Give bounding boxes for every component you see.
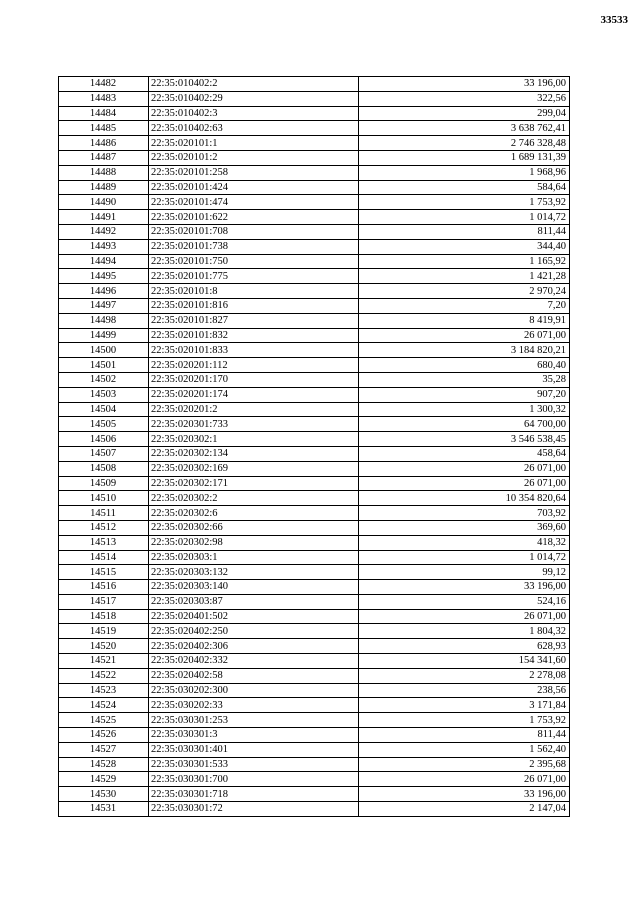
- row-number-cell: 14508: [59, 461, 149, 476]
- cadastral-value-cell: 1 165,92: [359, 254, 570, 269]
- row-number-cell: 14502: [59, 372, 149, 387]
- cadastral-number-cell: 22:35:020302:1: [149, 432, 359, 447]
- cadastral-number-cell: 22:35:020101:474: [149, 195, 359, 210]
- table-row: [59, 506, 570, 521]
- cadastral-number-cell: 22:35:030202:33: [149, 698, 359, 713]
- cadastral-number-cell: 22:35:030301:718: [149, 787, 359, 802]
- cadastral-number-cell: 22:35:020302:98: [149, 535, 359, 550]
- cadastral-value-cell: 369,60: [359, 520, 570, 535]
- cadastral-value-cell: 524,16: [359, 594, 570, 609]
- cadastral-value-cell: 299,04: [359, 106, 570, 121]
- cadastral-number-cell: 22:35:020302:2: [149, 491, 359, 506]
- table-row: [59, 609, 570, 624]
- row-number-cell: 14528: [59, 757, 149, 772]
- row-number-cell: 14505: [59, 417, 149, 432]
- row-number-cell: 14526: [59, 728, 149, 743]
- table-row: [59, 772, 570, 787]
- row-number-cell: 14491: [59, 210, 149, 225]
- table-row: [59, 343, 570, 358]
- cadastral-number-cell: 22:35:030301:253: [149, 713, 359, 728]
- table-row: [59, 683, 570, 698]
- row-number-cell: 14513: [59, 535, 149, 550]
- table-row: [59, 461, 570, 476]
- table-row: [59, 239, 570, 254]
- table-row: [59, 742, 570, 757]
- row-number-cell: 14501: [59, 358, 149, 373]
- cadastral-value-cell: 26 071,00: [359, 476, 570, 491]
- table-row: [59, 476, 570, 491]
- cadastral-value-cell: 3 546 538,45: [359, 432, 570, 447]
- cadastral-value-cell: 322,56: [359, 91, 570, 106]
- cadastral-value-cell: 680,40: [359, 358, 570, 373]
- table-row: [59, 787, 570, 802]
- cadastral-value-cell: 2 970,24: [359, 284, 570, 299]
- cadastral-number-cell: 22:35:020201:2: [149, 402, 359, 417]
- cadastral-value-cell: 33 196,00: [359, 77, 570, 92]
- table-row: [59, 565, 570, 580]
- table-row: [59, 639, 570, 654]
- cadastral-number-cell: 22:35:020101:775: [149, 269, 359, 284]
- row-number-cell: 14514: [59, 550, 149, 565]
- table-row: [59, 372, 570, 387]
- cadastral-number-cell: 22:35:030301:72: [149, 802, 359, 817]
- cadastral-value-cell: 3 184 820,21: [359, 343, 570, 358]
- cadastral-number-cell: 22:35:020303:140: [149, 580, 359, 595]
- row-number-cell: 14493: [59, 239, 149, 254]
- row-number-cell: 14484: [59, 106, 149, 121]
- table-body: [59, 77, 570, 817]
- table-row: [59, 313, 570, 328]
- cadastral-number-cell: 22:35:020302:169: [149, 461, 359, 476]
- cadastral-value-cell: 703,92: [359, 506, 570, 521]
- table-row: [59, 106, 570, 121]
- table-row: [59, 491, 570, 506]
- row-number-cell: 14486: [59, 136, 149, 151]
- row-number-cell: 14506: [59, 432, 149, 447]
- cadastral-number-cell: 22:35:010402:29: [149, 91, 359, 106]
- cadastral-number-cell: 22:35:020402:250: [149, 624, 359, 639]
- cadastral-value-cell: 26 071,00: [359, 609, 570, 624]
- cadastral-number-cell: 22:35:020201:170: [149, 372, 359, 387]
- table-row: [59, 387, 570, 402]
- cadastral-value-cell: 26 071,00: [359, 461, 570, 476]
- row-number-cell: 14524: [59, 698, 149, 713]
- cadastral-value-cell: 1 804,32: [359, 624, 570, 639]
- cadastral-number-cell: 22:35:020303:87: [149, 594, 359, 609]
- row-number-cell: 14516: [59, 580, 149, 595]
- row-number-cell: 14494: [59, 254, 149, 269]
- cadastral-value-cell: 811,44: [359, 728, 570, 743]
- table-row: [59, 520, 570, 535]
- cadastral-value-cell: 33 196,00: [359, 787, 570, 802]
- row-number-cell: 14504: [59, 402, 149, 417]
- table-row: [59, 802, 570, 817]
- row-number-cell: 14527: [59, 742, 149, 757]
- table-row: [59, 580, 570, 595]
- row-number-cell: 14488: [59, 165, 149, 180]
- cadastral-value-cell: 1 014,72: [359, 210, 570, 225]
- cadastral-number-cell: 22:35:020402:332: [149, 654, 359, 669]
- row-number-cell: 14495: [59, 269, 149, 284]
- row-number-cell: 14512: [59, 520, 149, 535]
- row-number-cell: 14523: [59, 683, 149, 698]
- cadastral-number-cell: 22:35:030301:700: [149, 772, 359, 787]
- table-row: [59, 180, 570, 195]
- table-row: [59, 269, 570, 284]
- cadastral-value-cell: 26 071,00: [359, 772, 570, 787]
- cadastral-number-cell: 22:35:020302:134: [149, 446, 359, 461]
- table-row: [59, 698, 570, 713]
- row-number-cell: 14500: [59, 343, 149, 358]
- cadastral-number-cell: 22:35:020101:424: [149, 180, 359, 195]
- cadastral-number-cell: 22:35:030301:401: [149, 742, 359, 757]
- row-number-cell: 14496: [59, 284, 149, 299]
- row-number-cell: 14529: [59, 772, 149, 787]
- row-number-cell: 14515: [59, 565, 149, 580]
- cadastral-number-cell: 22:35:020101:8: [149, 284, 359, 299]
- table-row: [59, 136, 570, 151]
- cadastral-number-cell: 22:35:020303:132: [149, 565, 359, 580]
- row-number-cell: 14498: [59, 313, 149, 328]
- cadastral-value-cell: 2 395,68: [359, 757, 570, 772]
- cadastral-value-cell: 3 638 762,41: [359, 121, 570, 136]
- row-number-cell: 14517: [59, 594, 149, 609]
- row-number-cell: 14525: [59, 713, 149, 728]
- cadastral-number-cell: 22:35:020101:750: [149, 254, 359, 269]
- table-row: [59, 624, 570, 639]
- row-number-cell: 14497: [59, 298, 149, 313]
- table-row: [59, 195, 570, 210]
- cadastral-value-cell: 2 278,08: [359, 668, 570, 683]
- cadastral-value-cell: 811,44: [359, 224, 570, 239]
- cadastral-value-cell: 907,20: [359, 387, 570, 402]
- cadastral-value-cell: 7,20: [359, 298, 570, 313]
- page-number: 33533: [600, 14, 628, 26]
- table-row: [59, 417, 570, 432]
- table-row: [59, 550, 570, 565]
- row-number-cell: 14519: [59, 624, 149, 639]
- cadastral-value-cell: 3 171,84: [359, 698, 570, 713]
- cadastral-value-cell: 33 196,00: [359, 580, 570, 595]
- row-number-cell: 14511: [59, 506, 149, 521]
- table-row: [59, 713, 570, 728]
- table-row: [59, 668, 570, 683]
- row-number-cell: 14522: [59, 668, 149, 683]
- row-number-cell: 14531: [59, 802, 149, 817]
- table-row: [59, 121, 570, 136]
- row-number-cell: 14510: [59, 491, 149, 506]
- table-row: [59, 728, 570, 743]
- cadastral-value-cell: 154 341,60: [359, 654, 570, 669]
- cadastral-value-cell: 2 147,04: [359, 802, 570, 817]
- cadastral-value-table: [58, 76, 570, 817]
- cadastral-number-cell: 22:35:020101:708: [149, 224, 359, 239]
- row-number-cell: 14503: [59, 387, 149, 402]
- table-row: [59, 150, 570, 165]
- table-row: [59, 446, 570, 461]
- table-row: [59, 535, 570, 550]
- cadastral-value-cell: 2 746 328,48: [359, 136, 570, 151]
- cadastral-number-cell: 22:35:020101:738: [149, 239, 359, 254]
- row-number-cell: 14530: [59, 787, 149, 802]
- row-number-cell: 14482: [59, 77, 149, 92]
- row-number-cell: 14521: [59, 654, 149, 669]
- cadastral-value-cell: 584,64: [359, 180, 570, 195]
- cadastral-value-cell: 8 419,91: [359, 313, 570, 328]
- table-row: [59, 358, 570, 373]
- table-row: [59, 210, 570, 225]
- cadastral-number-cell: 22:35:020303:1: [149, 550, 359, 565]
- cadastral-value-cell: 64 700,00: [359, 417, 570, 432]
- cadastral-number-cell: 22:35:030301:533: [149, 757, 359, 772]
- cadastral-value-cell: 26 071,00: [359, 328, 570, 343]
- cadastral-number-cell: 22:35:010402:3: [149, 106, 359, 121]
- cadastral-value-cell: 1 968,96: [359, 165, 570, 180]
- table-row: [59, 224, 570, 239]
- cadastral-value-cell: 10 354 820,64: [359, 491, 570, 506]
- row-number-cell: 14489: [59, 180, 149, 195]
- table-row: [59, 165, 570, 180]
- cadastral-value-cell: 458,64: [359, 446, 570, 461]
- row-number-cell: 14509: [59, 476, 149, 491]
- cadastral-number-cell: 22:35:020101:258: [149, 165, 359, 180]
- cadastral-number-cell: 22:35:020201:174: [149, 387, 359, 402]
- cadastral-number-cell: 22:35:020101:2: [149, 150, 359, 165]
- table-row: [59, 254, 570, 269]
- row-number-cell: 14507: [59, 446, 149, 461]
- row-number-cell: 14499: [59, 328, 149, 343]
- table-row: [59, 432, 570, 447]
- cadastral-number-cell: 22:35:020101:827: [149, 313, 359, 328]
- table-row: [59, 328, 570, 343]
- cadastral-value-cell: 1 753,92: [359, 195, 570, 210]
- cadastral-value-cell: 238,56: [359, 683, 570, 698]
- cadastral-number-cell: 22:35:020402:306: [149, 639, 359, 654]
- table-row: [59, 298, 570, 313]
- row-number-cell: 14518: [59, 609, 149, 624]
- row-number-cell: 14492: [59, 224, 149, 239]
- row-number-cell: 14520: [59, 639, 149, 654]
- cadastral-number-cell: 22:35:020301:733: [149, 417, 359, 432]
- row-number-cell: 14483: [59, 91, 149, 106]
- cadastral-number-cell: 22:35:020101:832: [149, 328, 359, 343]
- cadastral-number-cell: 22:35:030301:3: [149, 728, 359, 743]
- cadastral-number-cell: 22:35:020101:622: [149, 210, 359, 225]
- cadastral-value-cell: 35,28: [359, 372, 570, 387]
- cadastral-number-cell: 22:35:020302:6: [149, 506, 359, 521]
- table-row: [59, 91, 570, 106]
- cadastral-number-cell: 22:35:020302:66: [149, 520, 359, 535]
- row-number-cell: 14490: [59, 195, 149, 210]
- table-row: [59, 284, 570, 299]
- cadastral-number-cell: 22:35:030202:300: [149, 683, 359, 698]
- cadastral-value-cell: 418,32: [359, 535, 570, 550]
- cadastral-value-cell: 628,93: [359, 639, 570, 654]
- cadastral-number-cell: 22:35:010402:2: [149, 77, 359, 92]
- cadastral-number-cell: 22:35:020401:502: [149, 609, 359, 624]
- table-row: [59, 77, 570, 92]
- row-number-cell: 14487: [59, 150, 149, 165]
- cadastral-value-cell: 1 562,40: [359, 742, 570, 757]
- cadastral-value-cell: 1 014,72: [359, 550, 570, 565]
- cadastral-number-cell: 22:35:020402:58: [149, 668, 359, 683]
- cadastral-number-cell: 22:35:020101:816: [149, 298, 359, 313]
- cadastral-number-cell: 22:35:020302:171: [149, 476, 359, 491]
- cadastral-value-cell: 99,12: [359, 565, 570, 580]
- table-row: [59, 757, 570, 772]
- cadastral-value-cell: 1 421,28: [359, 269, 570, 284]
- cadastral-number-cell: 22:35:020101:833: [149, 343, 359, 358]
- table-row: [59, 402, 570, 417]
- cadastral-value-cell: 1 300,32: [359, 402, 570, 417]
- cadastral-number-cell: 22:35:020201:112: [149, 358, 359, 373]
- cadastral-value-cell: 1 689 131,39: [359, 150, 570, 165]
- cadastral-number-cell: 22:35:020101:1: [149, 136, 359, 151]
- table-row: [59, 594, 570, 609]
- cadastral-number-cell: 22:35:010402:63: [149, 121, 359, 136]
- cadastral-value-cell: 1 753,92: [359, 713, 570, 728]
- table-row: [59, 654, 570, 669]
- row-number-cell: 14485: [59, 121, 149, 136]
- cadastral-value-cell: 344,40: [359, 239, 570, 254]
